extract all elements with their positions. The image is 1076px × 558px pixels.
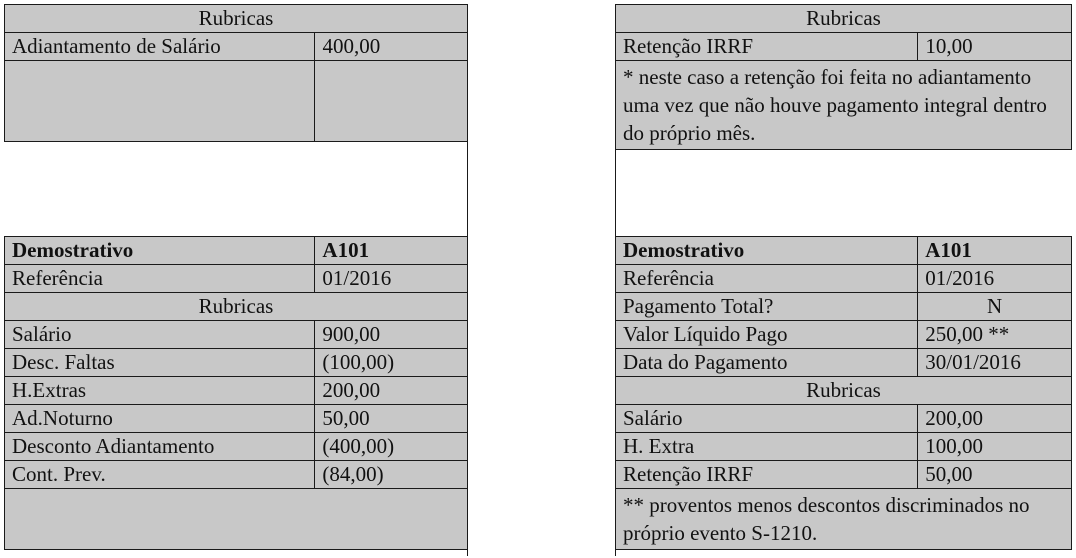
table-row [5, 349, 468, 377]
top-right-rubricas-table [615, 4, 1072, 150]
retention-note: * neste caso a retenção foi feita no adiantamento uma vez que não houve pagamento integral dentro do próprio mês. [616, 61, 1072, 150]
rubricas-header: Rubricas [616, 377, 1072, 405]
table-row-empty [5, 489, 468, 550]
row-value: 50,00 [918, 461, 1072, 489]
reference-value: 01/2016 [315, 265, 468, 293]
row-label: Cont. Prev. [5, 461, 315, 489]
demonstrativo-code: A101 [918, 237, 1072, 265]
row-value: 100,00 [918, 433, 1072, 461]
row-label: H.Extras [5, 377, 315, 405]
data-pagamento-value: 30/01/2016 [918, 349, 1072, 377]
table-row-empty [5, 61, 468, 142]
row-label: Desconto Adiantamento [5, 433, 315, 461]
row-label: Adiantamento de Salário [5, 33, 315, 61]
table-row [616, 433, 1072, 461]
row-value: (400,00) [315, 433, 468, 461]
valor-liquido-label: Valor Líquido Pago [616, 321, 918, 349]
table-row [5, 377, 468, 405]
table-row [5, 433, 468, 461]
top-left-rubricas-table [4, 4, 468, 142]
demonstrativo-title: Demostrativo [5, 237, 315, 265]
row-value: 50,00 [315, 405, 468, 433]
valor-liquido-value: 250,00 ** [918, 321, 1072, 349]
row-value: 400,00 [315, 33, 468, 61]
demonstrativo-title: Demostrativo [616, 237, 918, 265]
table-row [5, 461, 468, 489]
pagamento-total-value: N [918, 293, 1072, 321]
row-label: Salário [5, 321, 315, 349]
pagamento-total-label: Pagamento Total? [616, 293, 918, 321]
liquido-note: ** proventos menos descontos discriminados no próprio evento S-1210. [616, 489, 1072, 550]
rubricas-header: Rubricas [5, 293, 468, 321]
demonstrativo-code: A101 [315, 237, 468, 265]
reference-value: 01/2016 [918, 265, 1072, 293]
row-label: Desc. Faltas [5, 349, 315, 377]
reference-label: Referência [5, 265, 315, 293]
row-value: 200,00 [918, 405, 1072, 433]
table-row [5, 321, 468, 349]
row-value: 900,00 [315, 321, 468, 349]
bottom-left-demonstrativo-table [4, 236, 468, 550]
row-label: Retenção IRRF [616, 461, 918, 489]
row-value: (100,00) [315, 349, 468, 377]
row-label: Ad.Noturno [5, 405, 315, 433]
row-label: Retenção IRRF [616, 33, 918, 61]
table-row [616, 33, 1072, 61]
data-pagamento-label: Data do Pagamento [616, 349, 918, 377]
table-row [5, 33, 468, 61]
bottom-right-demonstrativo-table [615, 236, 1072, 550]
row-value: (84,00) [315, 461, 468, 489]
row-value: 10,00 [918, 33, 1072, 61]
table-header: Rubricas [5, 5, 468, 33]
row-label: Salário [616, 405, 918, 433]
table-row [616, 461, 1072, 489]
table-row [616, 405, 1072, 433]
table-header: Rubricas [616, 5, 1072, 33]
row-value: 200,00 [315, 377, 468, 405]
row-label: H. Extra [616, 433, 918, 461]
reference-label: Referência [616, 265, 918, 293]
table-row [5, 405, 468, 433]
